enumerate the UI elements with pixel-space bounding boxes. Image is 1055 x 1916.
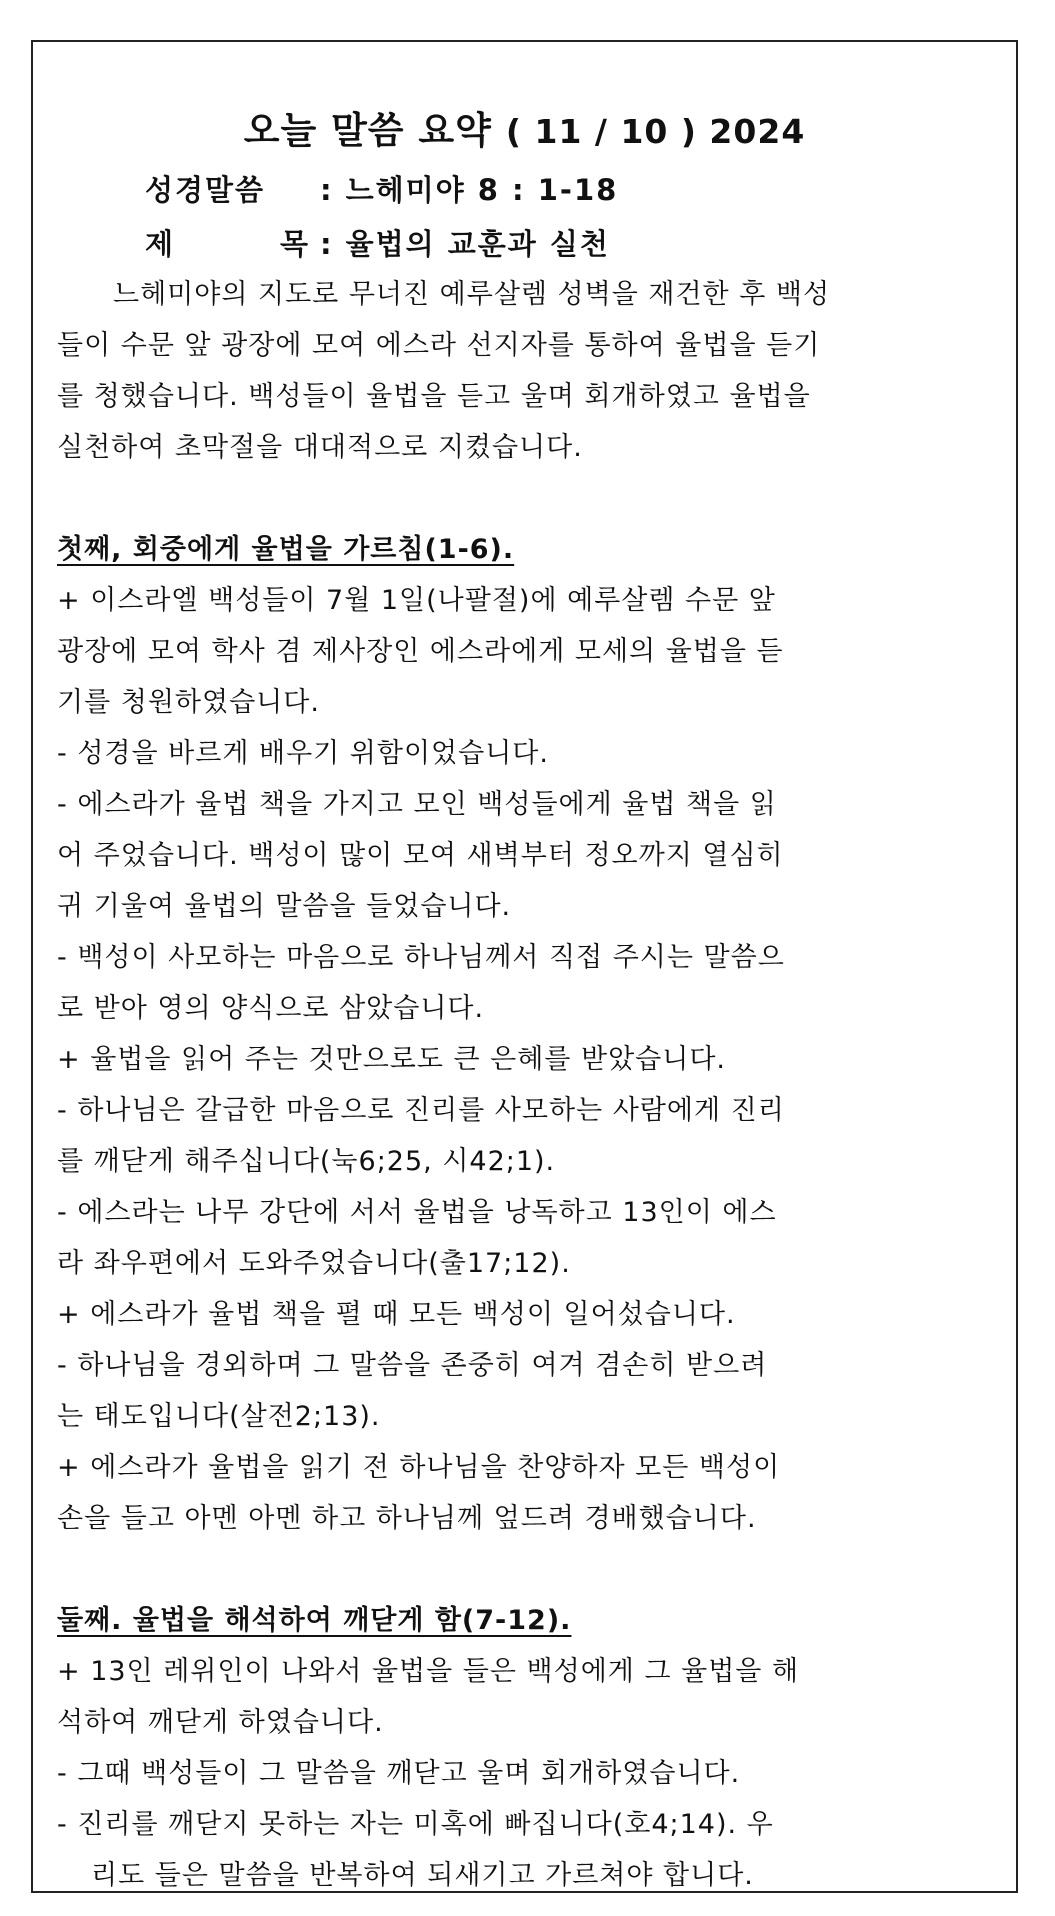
colon-separator: : bbox=[320, 227, 334, 261]
section-line: + 율법을 읽어 주는 것만으로도 큰 은혜를 받았습니다. bbox=[57, 1044, 727, 1075]
section-line: + 이스라엘 백성들이 7월 1일(나팔절)에 예루살렘 수문 앞 bbox=[57, 585, 776, 616]
section-line: 어 주었습니다. 백성이 많이 모여 새벽부터 정오까지 열심히 bbox=[57, 840, 784, 871]
section-line: + 13인 레위인이 나와서 율법을 들은 백성에게 그 율법을 해 bbox=[57, 1656, 800, 1687]
section-line: 손을 들고 아멘 아멘 하고 하나님께 엎드려 경배했습니다. bbox=[57, 1503, 757, 1534]
sermon-subject bbox=[145, 222, 610, 263]
intro-line: 들이 수문 앞 광장에 모여 에스라 선지자를 통하여 율법을 듣기 bbox=[57, 330, 821, 361]
section-line: 라 좌우편에서 도와주었습니다(출17;12). bbox=[57, 1248, 571, 1279]
section-line: 리도 들은 말씀을 반복하여 되새기고 가르쳐야 합니다. bbox=[91, 1860, 754, 1891]
section-line: - 백성이 사모하는 마음으로 하나님께서 직접 주시는 말씀으 bbox=[57, 942, 785, 973]
page-title bbox=[33, 100, 1016, 154]
section-line: + 에스라가 율법을 읽기 전 하나님을 찬양하자 모든 백성이 bbox=[57, 1452, 781, 1483]
section-line: 로 받아 영의 양식으로 삼았습니다. bbox=[57, 993, 485, 1024]
subject-label: 제 목 bbox=[145, 227, 310, 261]
section-line: 는 태도입니다(살전2;13). bbox=[57, 1401, 381, 1432]
section-line: - 하나님을 경외하며 그 말씀을 존중히 여겨 겸손히 받으려 bbox=[57, 1350, 768, 1381]
intro-line: 느헤미야의 지도로 무너진 예루살렘 성벽을 재건한 후 백성 bbox=[113, 279, 831, 310]
section-line: 귀 기울여 율법의 말씀을 들었습니다. bbox=[57, 891, 512, 922]
section-line: - 하나님은 갈급한 마음으로 진리를 사모하는 사람에게 진리 bbox=[57, 1095, 785, 1126]
title-text: 오늘 말씀 요약 bbox=[243, 109, 492, 152]
section-line: 광장에 모여 학사 겸 제사장인 에스라에게 모세의 율법을 듣 bbox=[57, 636, 784, 667]
colon-separator: : bbox=[320, 173, 334, 207]
subject-value: 율법의 교훈과 실천 bbox=[345, 227, 610, 261]
section-line: 석하여 깨닫게 하였습니다. bbox=[57, 1707, 384, 1738]
intro-line: 를 청했습니다. 백성들이 율법을 듣고 울며 회개하였고 율법을 bbox=[57, 381, 811, 412]
section-line: 기를 청원하였습니다. bbox=[57, 687, 320, 718]
scripture-label: 성경말씀 bbox=[145, 173, 266, 207]
section-line: - 성경을 바르게 배우기 위함이었습니다. bbox=[57, 738, 549, 769]
section-line: - 에스라가 율법 책을 가지고 모인 백성들에게 율법 책을 읽 bbox=[57, 789, 777, 820]
section-line: + 에스라가 율법 책을 펼 때 모든 백성이 일어섰습니다. bbox=[57, 1299, 736, 1330]
section-line: 를 깨닫게 해주십니다(눅6;25, 시42;1). bbox=[57, 1146, 556, 1177]
spacer bbox=[57, 1544, 997, 1595]
section-line: - 그때 백성들이 그 말씀을 깨닫고 울며 회개하였습니다. bbox=[57, 1758, 741, 1789]
section-line: - 에스라는 나무 강단에 서서 율법을 낭독하고 13인이 에스 bbox=[57, 1197, 777, 1228]
section-line: - 진리를 깨닫지 못하는 자는 미혹에 빠집니다(호4;14). 우 bbox=[57, 1809, 774, 1840]
title-date: ( 11 / 10 ) 2024 bbox=[505, 112, 806, 151]
spacer bbox=[57, 473, 997, 524]
intro-line: 실천하여 초막절을 대대적으로 지켰습니다. bbox=[57, 432, 583, 463]
scripture-reference bbox=[145, 168, 618, 209]
document-frame bbox=[31, 40, 1018, 1893]
scripture-value: 느헤미야 8 : 1-18 bbox=[345, 173, 619, 207]
section-heading: 첫째, 회중에게 율법을 가르침(1-6). bbox=[57, 534, 515, 565]
section-heading: 둘째. 율법을 해석하여 깨닫게 함(7-12). bbox=[57, 1605, 572, 1636]
document-body bbox=[57, 269, 997, 1901]
